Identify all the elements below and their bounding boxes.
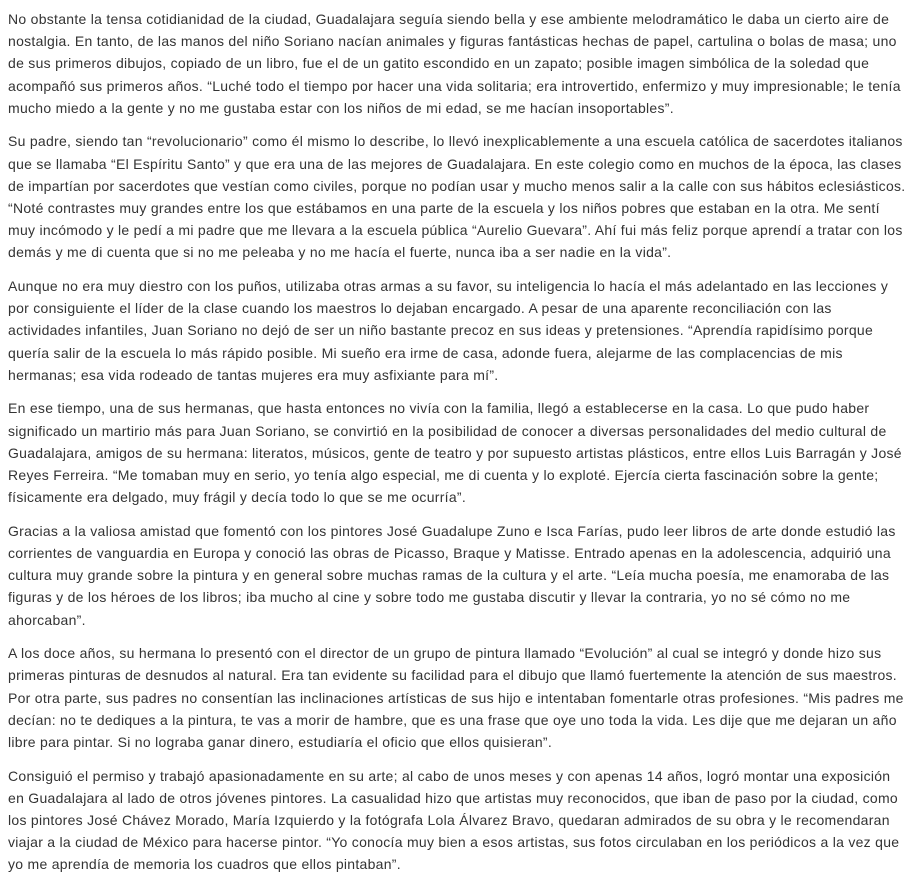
paragraph-3: Aunque no era muy diestro con los puños, utilizaba otras armas a su favor, su inteligencia lo hacía el más adelantado en las lecciones y por consiguiente el líder de la clase cuando los maestros lo dejaban encargado. A pesar de una aparente reconciliación con las actividades infantiles, Juan Soriano no dejó de ser un niño bastante precoz en sus ideas y pretensiones. “Aprendía rapidísimo porque quería salir de la escuela lo más rápido posible. Mi sueño era irme de casa, adonde fuera, alejarme de las complacencias de mis hermanas; esa vida rodeado de tantas mujeres era muy asfixiante para mí”. (8, 278, 889, 383)
paragraph-1: No obstante la tensa cotidianidad de la ciudad, Guadalajara seguía siendo bella y ese ambiente melodramático le daba un cierto aire de nostalgia. En tanto, de las manos del niño Soriano nacían animales y figuras fantásticas hechas de papel, cartulina o bolas de masa; uno de sus primeros dibujos, copiado de un libro, fue el de un gatito escondido en un zapato; posible imagen simbólica de la soledad que acompañó sus primeros años. “Luché todo el tiempo por hacer una vida solitaria; era introvertido, enfermizo y muy impresionable; le tenía mucho miedo a la gente y no me gustaba estar con los niños de mi edad, se me hacían insoportables”. (8, 11, 901, 116)
paragraph-4: En ese tiempo, una de sus hermanas, que hasta entonces no vivía con la familia, llegó a establecerse en la casa. Lo que pudo haber significado un martirio más para Juan Soriano, se convirtió en la posibilidad de conocer a diversas personalidades del medio cultural de Guadalajara, amigos de su hermana: literatos, músicos, gente de teatro y por supuesto artistas plásticos, entre ellos Luis Barragán y José Reyes Ferreira. “Me tomaban muy en serio, yo tenía algo especial, me di cuenta y lo exploté. Ejercía cierta fascinación sobre la gente; físicamente era delgado, muy frágil y decía todo lo que se me ocurría”. (8, 400, 902, 506)
paragraph-5: Gracias a la valiosa amistad que fomentó con los pintores José Guadalupe Zuno e Isca Farías, pudo leer libros de arte donde estudió las corrientes de vanguardia en Europa y conoció las obras de Picasso, Braque y Matisse. Entrado apenas en la adolescencia, adquirió una cultura muy grande sobre la pintura y en general sobre muchas ramas de la cultura y el arte. “Leía mucha poesía, me enamoraba de las figuras y de los héroes de los libros; iba mucho al cine y sobre todo me gustaba discutir y llevar la contraria, yo no sé cómo no me ahorcaban”. (8, 522, 896, 628)
paragraph-6: A los doce años, su hermana lo presentó con el director de un grupo de pintura llamado “Evolución” al cual se integró y donde hizo sus primeras pinturas de desnudos al natural. Era tan evidente su facilidad para el dibujo que llamó fuertemente la atención de sus maestros. Por otra parte, sus padres no consentían las inclinaciones artísticas de sus hijo e intentaban fomentarle otras profesiones. “Mis padres me decían: no te dediques a la pintura, te vas a morir de hambre, que es una frase que oye uno toda la vida. Les dije que me dejaran un año libre para pintar. Si no lograba ganar dinero, estudiaría el oficio que ellos quisieran”. (8, 645, 904, 751)
paragraph-2: Su padre, siendo tan “revolucionario” como él mismo lo describe, lo llevó inexplicablemente a una escuela católica de sacerdotes italianos que se llamaba “El Espíritu Santo” y que era una de las mejores de Guadalajara. En este colegio como en muchos de la época, las clases de impartían por sacerdotes que vestían como civiles, porque no podían usar y mucho menos salir a la calle con sus hábitos eclesiásticos. “Noté contrastes muy grandes entre los que estábamos en una parte de la escuela y los niños pobres que estaban en la otra. Me sentí muy incómodo y le pedí a mi padre que me llevara a la escuela pública “Aurelio Guevara”. Ahí fui más feliz porque aprendí a tratar con los demás y me di cuenta que si no me peleaba y no me hacía el fuerte, nunca iba a ser nadie en la vida”. (8, 133, 906, 261)
paragraph-7: Consiguió el permiso y trabajó apasionadamente en su arte; al cabo de unos meses y con apenas 14 años, logró montar una exposición en Guadalajara al lado de otros jóvenes pintores. La casualidad hizo que artistas muy reconocidos, que iban de paso por la ciudad, como los pintores José Chávez Morado, María Izquierdo y la fotógrafa Lola Álvarez Bravo, quedaran admirados de su obra y le recomendaran viajar a la ciudad de México para hacerse pintor. “Yo conocía muy bien a esos artistas, sus fotos circulaban en los periódicos a la vez que yo me aprendía de memoria los cuadros que ellos pintaban”. (8, 767, 900, 873)
